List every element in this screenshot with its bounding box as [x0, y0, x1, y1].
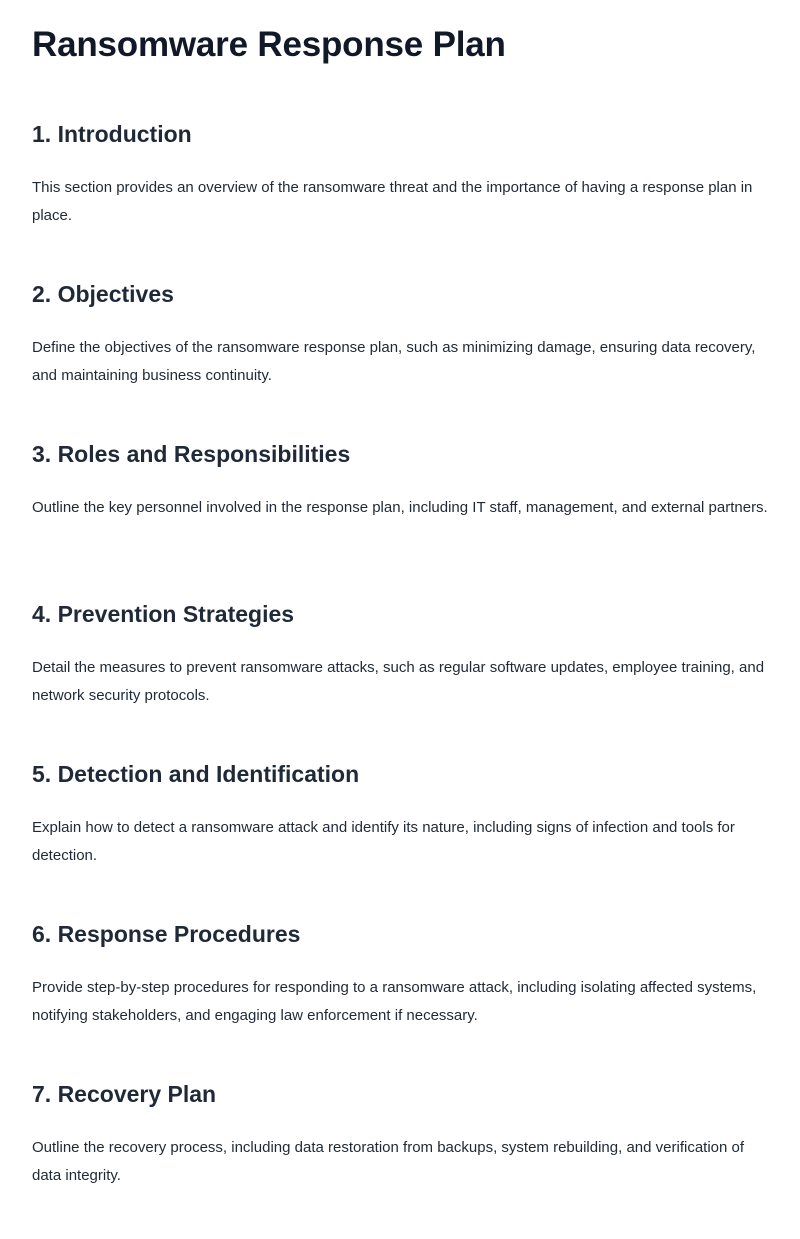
section-body: Detail the measures to prevent ransomware attacks, such as regular software updates, employee training, and network security protocols. [32, 659, 765, 704]
section-heading: 6. Response Procedures [32, 921, 301, 947]
section-prevention-strategies [32, 599, 768, 759]
section-heading: 4. Prevention Strategies [32, 601, 295, 627]
section-detection-and-identification [32, 759, 768, 919]
section-heading: 5. Detection and Identification [32, 761, 360, 787]
section-heading: 1. Introduction [32, 121, 192, 147]
section-introduction [32, 119, 768, 279]
section-heading: 7. Recovery Plan [32, 1081, 217, 1107]
section-body: Outline the key personnel involved in the response plan, including IT staff, management, and external partners. [32, 499, 768, 516]
document-title: Ransomware Response Plan [32, 25, 506, 64]
section-body: This section provides an overview of the ransomware threat and the importance of having a response plan in place. [32, 179, 753, 224]
section-heading: 3. Roles and Responsibilities [32, 441, 351, 467]
section-response-procedures [32, 919, 768, 1079]
section-recovery-plan [32, 1079, 768, 1239]
section-body: Explain how to detect a ransomware attack and identify its nature, including signs of infection and tools for detection. [32, 819, 735, 864]
section-roles-and-responsibilities [32, 439, 768, 599]
section-body: Provide step-by-step procedures for responding to a ransomware attack, including isolating affected systems, notifying stakeholders, and engaging law enforcement if necessary. [32, 979, 757, 1024]
section-heading: 2. Objectives [32, 281, 174, 307]
section-body: Outline the recovery process, including data restoration from backups, system rebuilding, and verification of data integrity. [32, 1139, 745, 1184]
section-body: Define the objectives of the ransomware response plan, such as minimizing damage, ensuring data recovery, and maintaining business continuity. [32, 339, 756, 384]
sections-container [32, 119, 768, 1239]
section-objectives [32, 279, 768, 439]
